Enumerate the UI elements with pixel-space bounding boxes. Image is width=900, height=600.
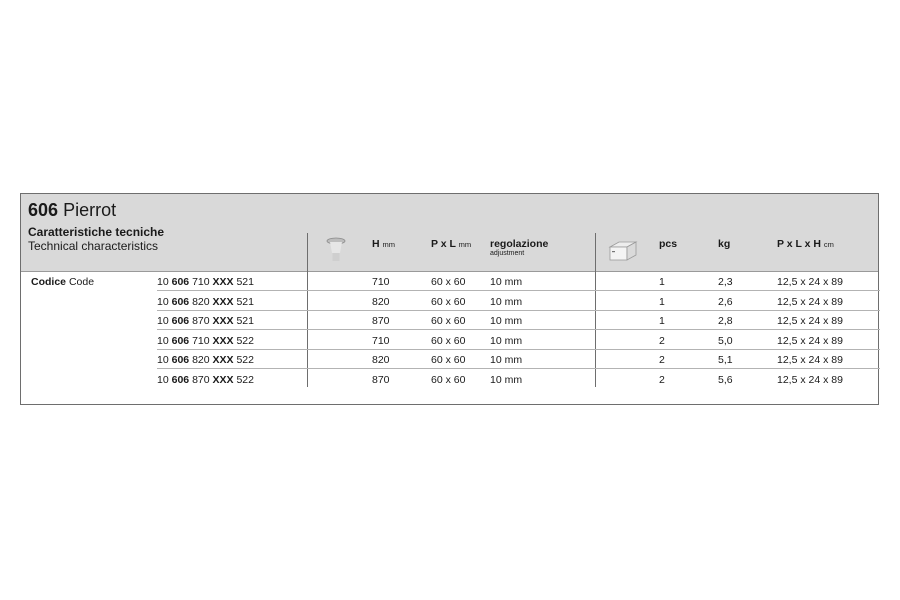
code-part: XXX <box>212 315 234 327</box>
header-pcs: pcs <box>659 238 678 250</box>
code-part: 606 <box>171 295 190 308</box>
cell-h: 710 <box>372 276 390 288</box>
code-part: XXX <box>212 373 234 386</box>
cell-h: 820 <box>372 354 390 366</box>
code-part: 521 <box>236 276 254 288</box>
cell-reg: 10 mm <box>490 334 523 347</box>
code-part: 606 <box>171 276 190 288</box>
cell-pxl: 60 x 60 <box>431 334 466 347</box>
cell-h: 820 <box>372 295 390 308</box>
sheet-header <box>21 194 878 272</box>
cell-pcs: 1 <box>659 315 665 327</box>
cell-code <box>157 296 254 308</box>
cell-reg: 10 mm <box>490 295 523 308</box>
code-part: 606 <box>171 315 190 327</box>
cell-pack: 12,5 x 24 x 89 <box>777 354 843 366</box>
code-part: 10 <box>157 334 169 347</box>
code-part: 710 <box>192 334 210 347</box>
cell-code <box>157 374 254 386</box>
cell-pack: 12,5 x 24 x 89 <box>777 334 843 347</box>
table-row <box>157 292 880 311</box>
header-pxl: P x L mm <box>431 238 472 250</box>
code-part: XXX <box>212 334 234 347</box>
code-part: 521 <box>236 295 254 308</box>
table-row <box>157 272 880 291</box>
code-part: 522 <box>236 373 254 386</box>
subtitle-italian: Caratteristiche tecniche <box>28 225 165 239</box>
cell-pack: 12,5 x 24 x 89 <box>777 276 843 288</box>
code-part: 820 <box>192 354 210 366</box>
code-part: 10 <box>157 373 169 386</box>
code-part: 820 <box>192 295 210 308</box>
cell-reg: 10 mm <box>490 354 523 366</box>
cell-kg: 5,6 <box>718 373 733 386</box>
code-part: 606 <box>171 373 190 386</box>
code-part: 10 <box>157 276 169 288</box>
table-row <box>157 331 880 350</box>
subtitle-english: Technical characteristics <box>28 239 159 253</box>
box-package-icon <box>607 238 639 267</box>
code-part: XXX <box>212 354 234 366</box>
header-h: H mm <box>372 238 396 250</box>
cell-kg: 2,8 <box>718 315 733 327</box>
table-row <box>157 311 880 330</box>
header-kg: kg <box>718 238 731 250</box>
table-row <box>157 370 880 389</box>
code-part: 522 <box>236 334 254 347</box>
cell-kg: 2,6 <box>718 295 733 308</box>
cell-pcs: 1 <box>659 276 665 288</box>
tech-sheet <box>20 193 879 405</box>
code-part: 522 <box>236 354 254 366</box>
cell-pcs: 2 <box>659 334 665 347</box>
cell-pack: 12,5 x 24 x 89 <box>777 373 843 386</box>
code-part: XXX <box>212 295 234 308</box>
cell-pcs: 2 <box>659 373 665 386</box>
cell-pxl: 60 x 60 <box>431 276 466 288</box>
cell-code <box>157 335 254 347</box>
header-pack: P x L x H cm <box>777 238 834 250</box>
product-number: 606 <box>28 200 59 220</box>
cell-h: 870 <box>372 373 390 386</box>
cell-h: 710 <box>372 334 390 347</box>
cell-pcs: 2 <box>659 354 665 366</box>
cell-kg: 5,1 <box>718 354 733 366</box>
product-name: Pierrot <box>63 200 117 220</box>
table-leg-icon <box>325 235 347 268</box>
cell-pack: 12,5 x 24 x 89 <box>777 295 843 308</box>
code-part: 870 <box>192 373 210 386</box>
code-part: 521 <box>236 315 254 327</box>
cell-pcs: 1 <box>659 295 665 308</box>
code-part: 870 <box>192 315 210 327</box>
cell-code <box>157 315 254 327</box>
cell-code <box>157 276 254 288</box>
cell-reg: 10 mm <box>490 373 523 386</box>
header-regolazione: regolazione <box>490 238 549 250</box>
product-title <box>28 200 116 221</box>
cell-pxl: 60 x 60 <box>431 315 466 327</box>
header-adjustment: adjustment <box>490 250 525 257</box>
code-part: 10 <box>157 354 169 366</box>
code-label: Codice Code <box>31 276 95 288</box>
cell-pxl: 60 x 60 <box>431 295 466 308</box>
code-part: XXX <box>212 276 234 288</box>
code-part: 606 <box>171 334 190 347</box>
code-part: 710 <box>192 276 210 288</box>
code-part: 10 <box>157 295 169 308</box>
cell-h: 870 <box>372 315 390 327</box>
cell-reg: 10 mm <box>490 276 523 288</box>
cell-pxl: 60 x 60 <box>431 373 466 386</box>
code-part: 606 <box>171 354 190 366</box>
cell-pxl: 60 x 60 <box>431 354 466 366</box>
table-row <box>157 350 880 369</box>
cell-kg: 2,3 <box>718 276 733 288</box>
code-part: 10 <box>157 315 169 327</box>
cell-reg: 10 mm <box>490 315 523 327</box>
cell-kg: 5,0 <box>718 334 733 347</box>
cell-pack: 12,5 x 24 x 89 <box>777 315 843 327</box>
cell-code <box>157 354 254 366</box>
